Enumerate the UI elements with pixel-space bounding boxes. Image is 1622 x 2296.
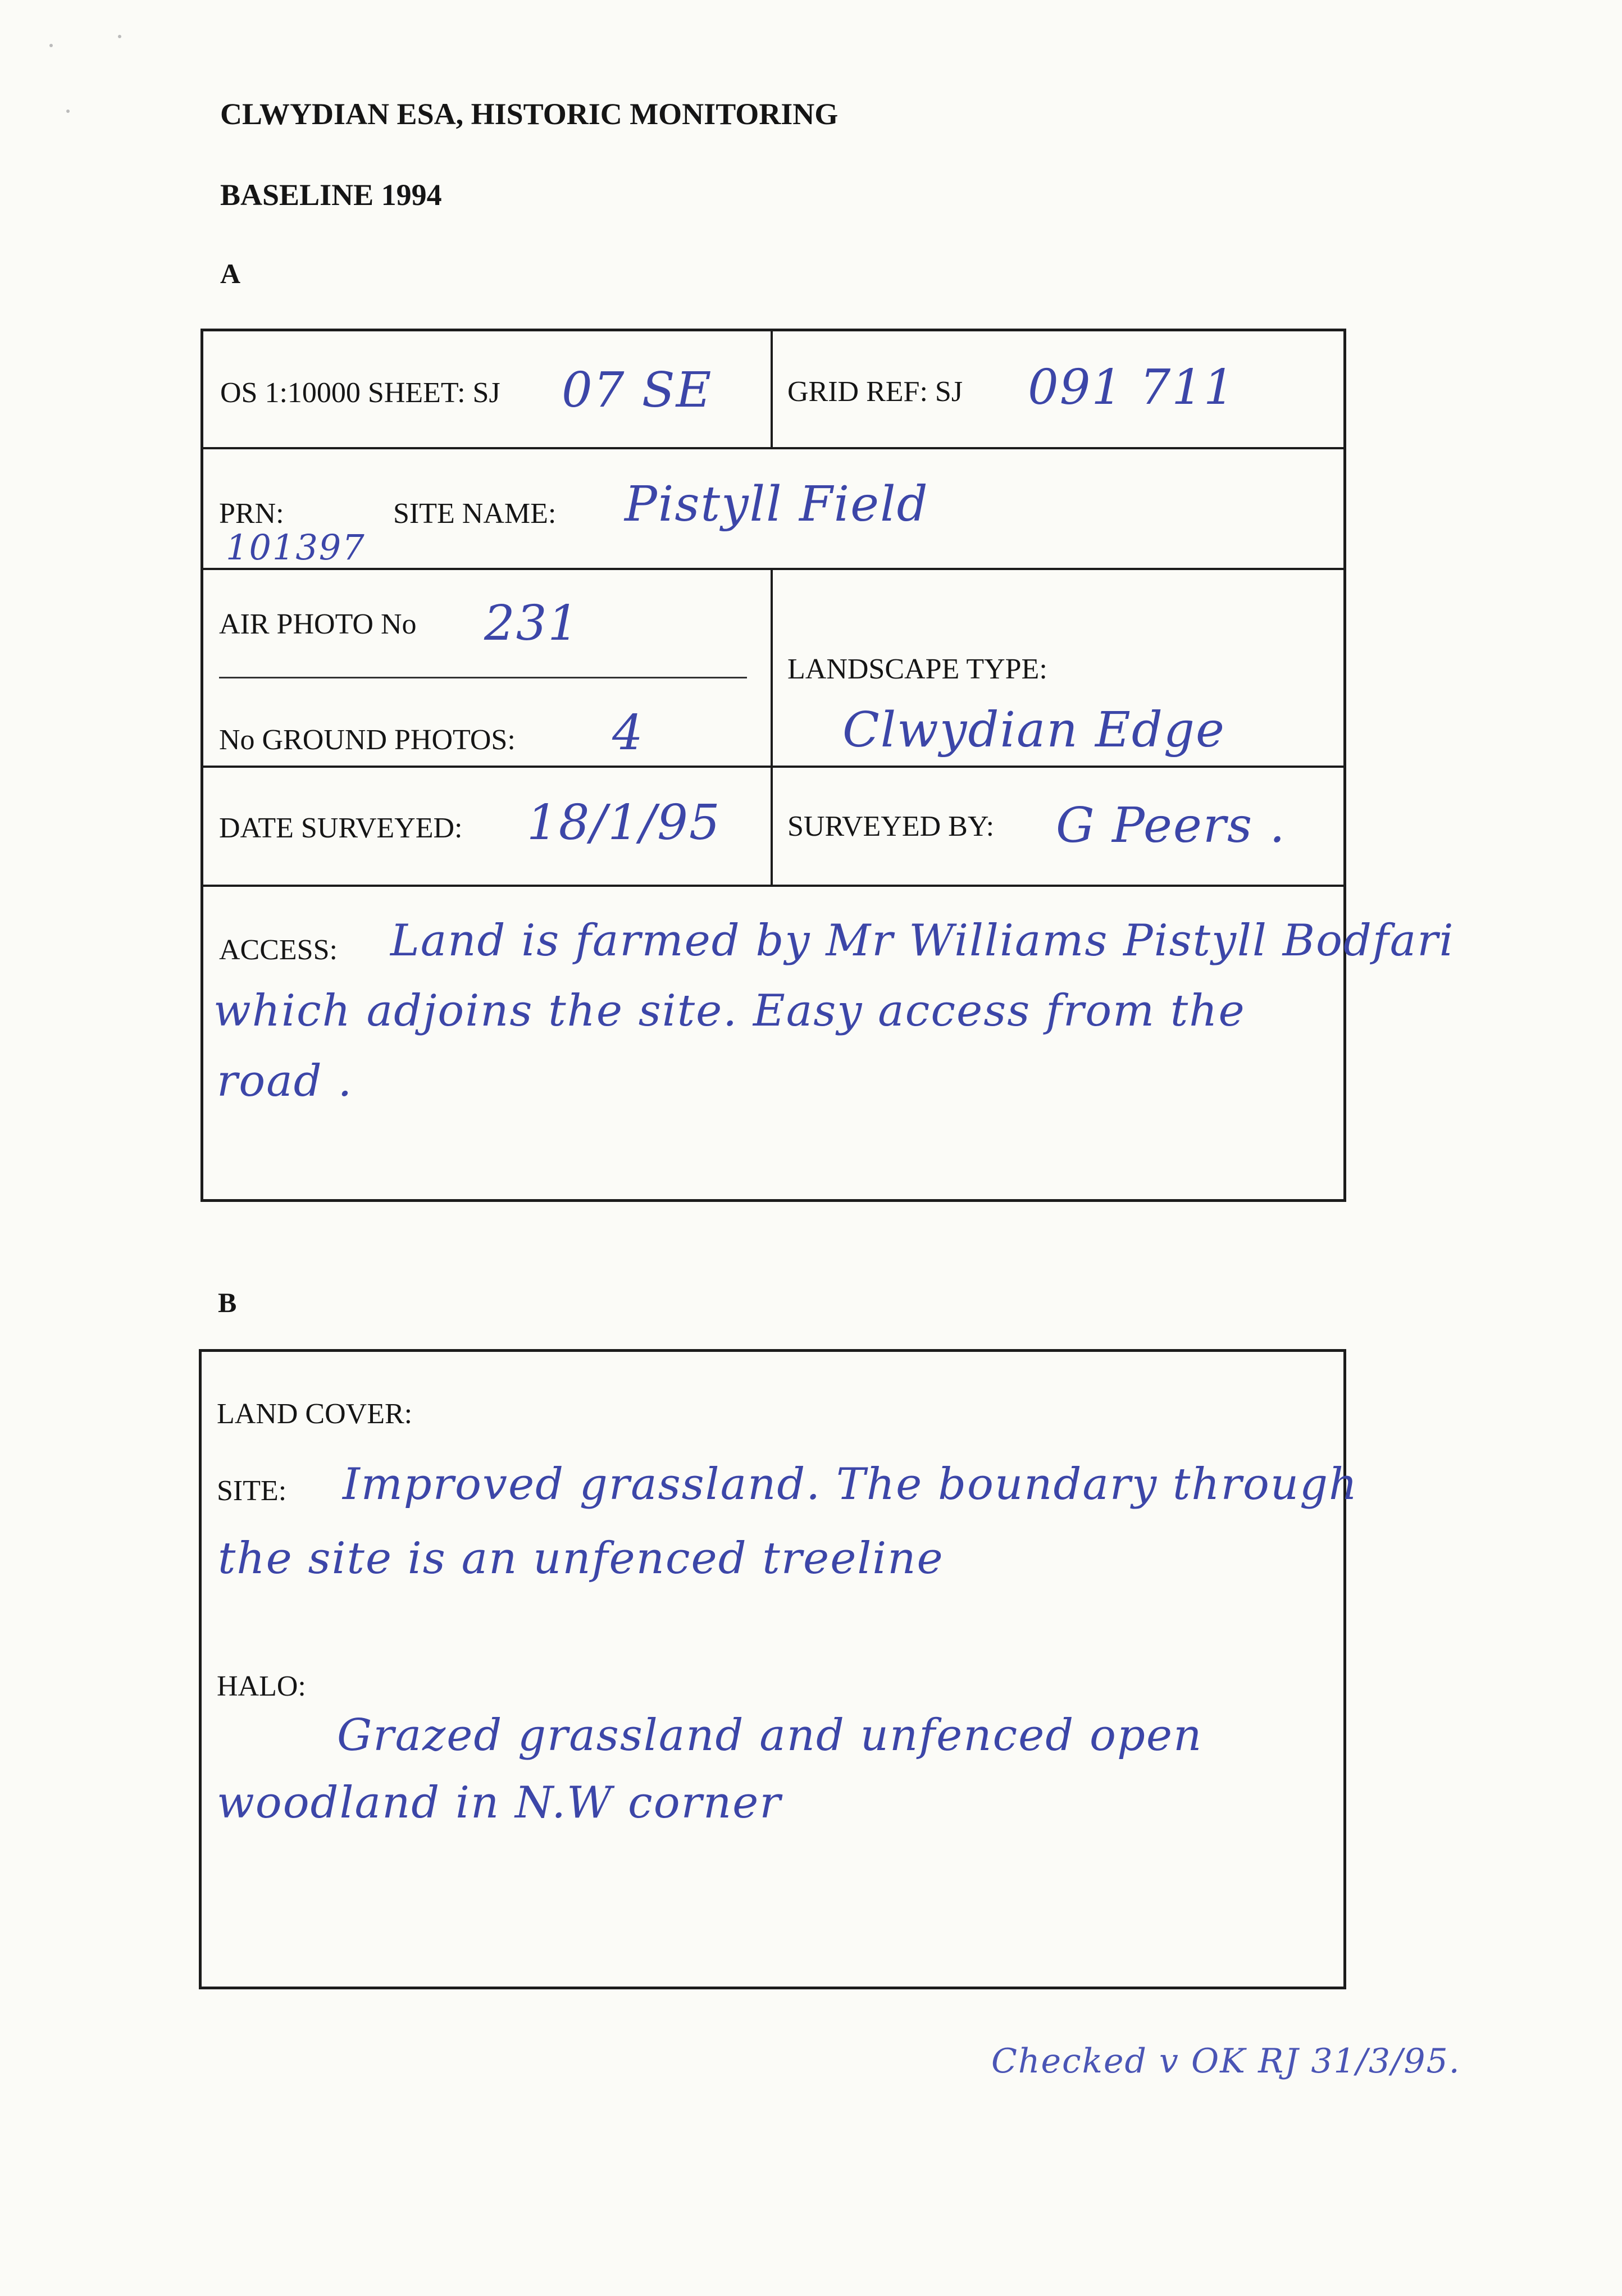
landscape-type-value: Clwydian Edge	[842, 702, 1225, 758]
form-title: CLWYDIAN ESA, HISTORIC MONITORING	[220, 97, 839, 131]
access-line-3: road .	[217, 1056, 353, 1106]
air-photo-rule	[219, 677, 747, 678]
date-surveyed-value: 18/1/95	[527, 795, 721, 851]
ground-photos-label: No GROUND PHOTOS:	[219, 724, 516, 756]
air-photo-value: 231	[484, 595, 580, 652]
row-divider	[201, 885, 1346, 887]
section-b-box	[199, 1349, 1346, 1989]
site-line-2: the site is an unfenced treeline	[218, 1533, 944, 1584]
air-photo-label: AIR PHOTO No	[219, 608, 417, 640]
access-line-2: which adjoins the site. Easy access from the	[213, 986, 1246, 1036]
grid-ref-value: 091 711	[1028, 359, 1236, 416]
landscape-type-label: LANDSCAPE TYPE:	[787, 653, 1047, 685]
form-baseline: BASELINE 1994	[220, 178, 442, 212]
halo-label: HALO:	[217, 1670, 306, 1702]
scan-speck	[66, 110, 70, 113]
section-b-letter: B	[218, 1287, 237, 1318]
access-line-1: Land is farmed by Mr Williams Pistyll Bodfari	[390, 915, 1455, 966]
prn-label: PRN:	[219, 498, 284, 530]
land-cover-label: LAND COVER:	[217, 1398, 413, 1430]
halo-line-1: Grazed grassland and unfenced open	[337, 1710, 1203, 1761]
halo-line-2: woodland in N.W corner	[217, 1778, 782, 1828]
site-name-value: Pistyll Field	[625, 476, 929, 532]
scan-speck	[118, 35, 121, 38]
access-label: ACCESS:	[219, 934, 338, 966]
date-surveyed-label: DATE SURVEYED:	[219, 812, 463, 844]
site-line-1: Improved grassland. The boundary through	[343, 1459, 1359, 1510]
ground-photos-value: 4	[612, 705, 644, 761]
row-divider	[201, 447, 1346, 449]
surveyed-by-value: G Peers .	[1056, 798, 1286, 854]
row-divider	[201, 766, 1346, 768]
row-divider	[201, 568, 1346, 570]
grid-ref-label: GRID REF: SJ	[787, 376, 963, 408]
scan-speck	[49, 44, 53, 47]
os-sheet-value: 07 SE	[562, 362, 713, 418]
surveyed-by-label: SURVEYED BY:	[787, 810, 995, 842]
site-label: SITE:	[217, 1475, 287, 1507]
site-name-label: SITE NAME:	[393, 498, 557, 530]
column-divider	[771, 568, 773, 886]
prn-value: 101397	[226, 527, 366, 568]
checked-note: Checked v OK RJ 31/3/95.	[991, 2042, 1461, 2081]
os-sheet-label: OS 1:10000 SHEET: SJ	[220, 377, 500, 409]
section-a-letter: A	[220, 258, 241, 289]
column-divider	[771, 329, 773, 448]
